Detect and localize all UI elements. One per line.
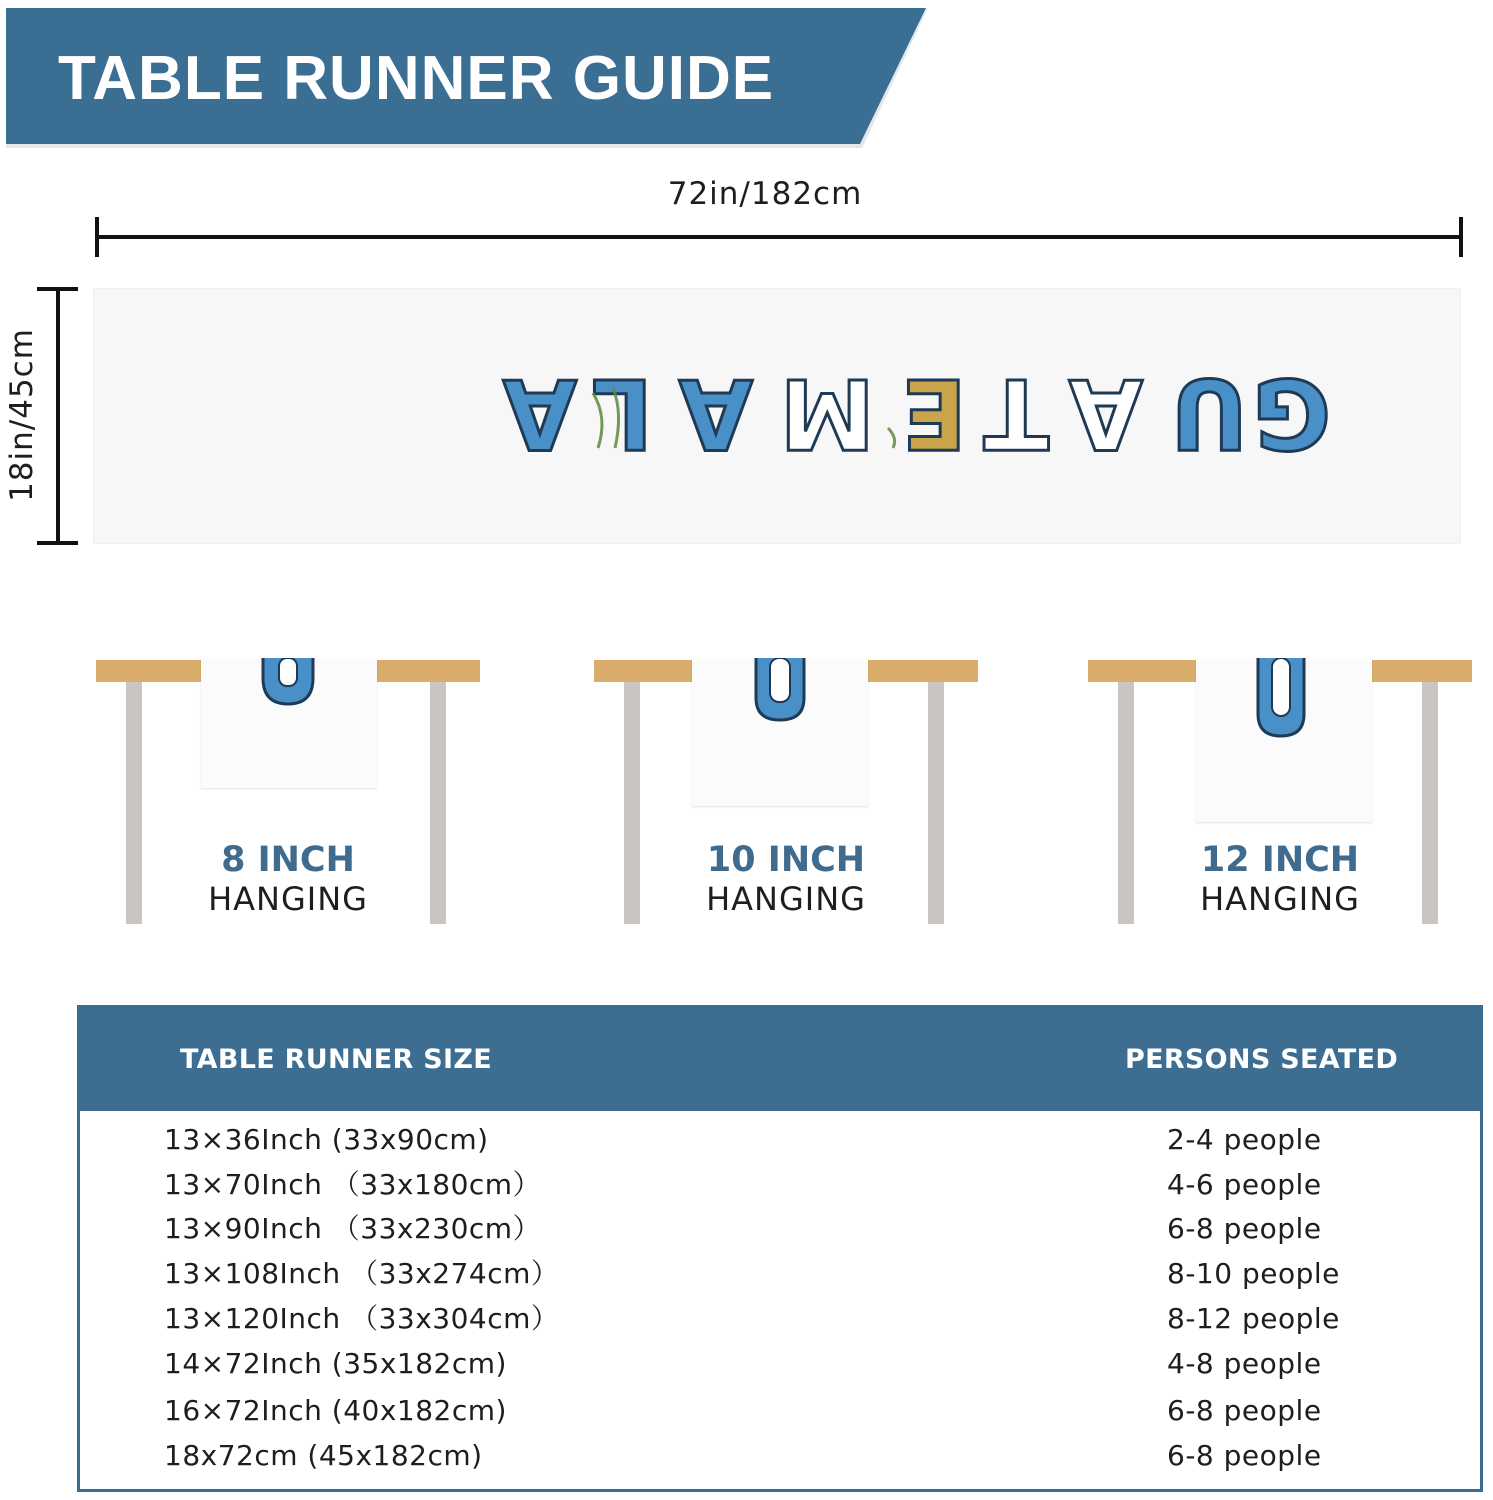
g-letter [1196,658,1372,822]
table-row [80,1344,1480,1384]
svg-text:M: M [775,357,875,469]
persons-cell: 4-8 people [1167,1347,1322,1380]
size-cell: 13×70Inch （33x180cm） [164,1168,542,1201]
table-row [80,1299,1480,1339]
size-cell: 16×72Inch (40x182cm) [164,1394,507,1427]
hanging-label: HANGING [706,880,866,918]
persons-cell: 4-6 people [1167,1168,1322,1201]
g-letter [692,658,868,806]
size-cell: 13×108Inch （33x274cm） [164,1257,560,1290]
g-letter [201,658,377,788]
table-row [80,1120,1480,1160]
table-row [80,1391,1480,1431]
guatemala-print [93,288,1461,544]
hanging-amount: 12 INCH [1200,840,1360,880]
width-dimension-line [97,217,1461,257]
size-cell: 13×120Inch （33x304cm） [164,1302,560,1335]
page-title: TABLE RUNNER GUIDE [58,44,775,113]
svg-text:E: E [897,357,967,469]
width-dimension-label: 72in/182cm [667,176,863,212]
size-cell: 13×90Inch （33x230cm） [164,1212,542,1245]
table-row [80,1254,1480,1294]
hanging-label: HANGING [1200,880,1360,918]
persons-cell: 6-8 people [1167,1439,1322,1472]
size-cell: 14×72Inch (35x182cm) [164,1347,507,1380]
persons-cell: 6-8 people [1167,1394,1322,1427]
hanging-12-inch [1088,640,1488,930]
hanging-8-inch [96,640,496,930]
column-header-size: TABLE RUNNER SIZE [180,1044,493,1075]
hanging-label: HANGING [208,880,368,918]
column-header-persons: PERSONS SEATED [1125,1044,1399,1075]
table-row [80,1436,1480,1476]
size-table [77,1005,1483,1492]
persons-cell: 6-8 people [1167,1212,1322,1245]
height-dimension-line [37,289,78,543]
svg-text:GU: GU [1166,357,1331,469]
hanging-runner [1196,658,1372,822]
hanging-runner [692,658,868,806]
svg-text:A: A [674,357,753,469]
persons-cell: 8-10 people [1167,1257,1340,1290]
svg-text:T: T [979,357,1049,469]
table-row [80,1165,1480,1205]
size-cell: 18x72cm (45x182cm) [164,1439,483,1472]
svg-text:L: L [587,357,653,469]
persons-cell: 2-4 people [1167,1123,1322,1156]
hanging-10-inch [594,640,994,930]
persons-cell: 8-12 people [1167,1302,1340,1335]
table-header [80,1008,1480,1111]
table-row [80,1209,1480,1249]
svg-text:A: A [1064,357,1143,469]
size-cell: 13×36Inch (33x90cm) [164,1123,489,1156]
hanging-amount: 10 INCH [706,840,866,880]
height-dimension-label: 18in/45cm [4,328,40,502]
hanging-amount: 8 INCH [221,840,355,880]
svg-text:A: A [498,357,577,469]
hanging-runner [201,658,377,788]
table-runner-image [93,288,1461,544]
